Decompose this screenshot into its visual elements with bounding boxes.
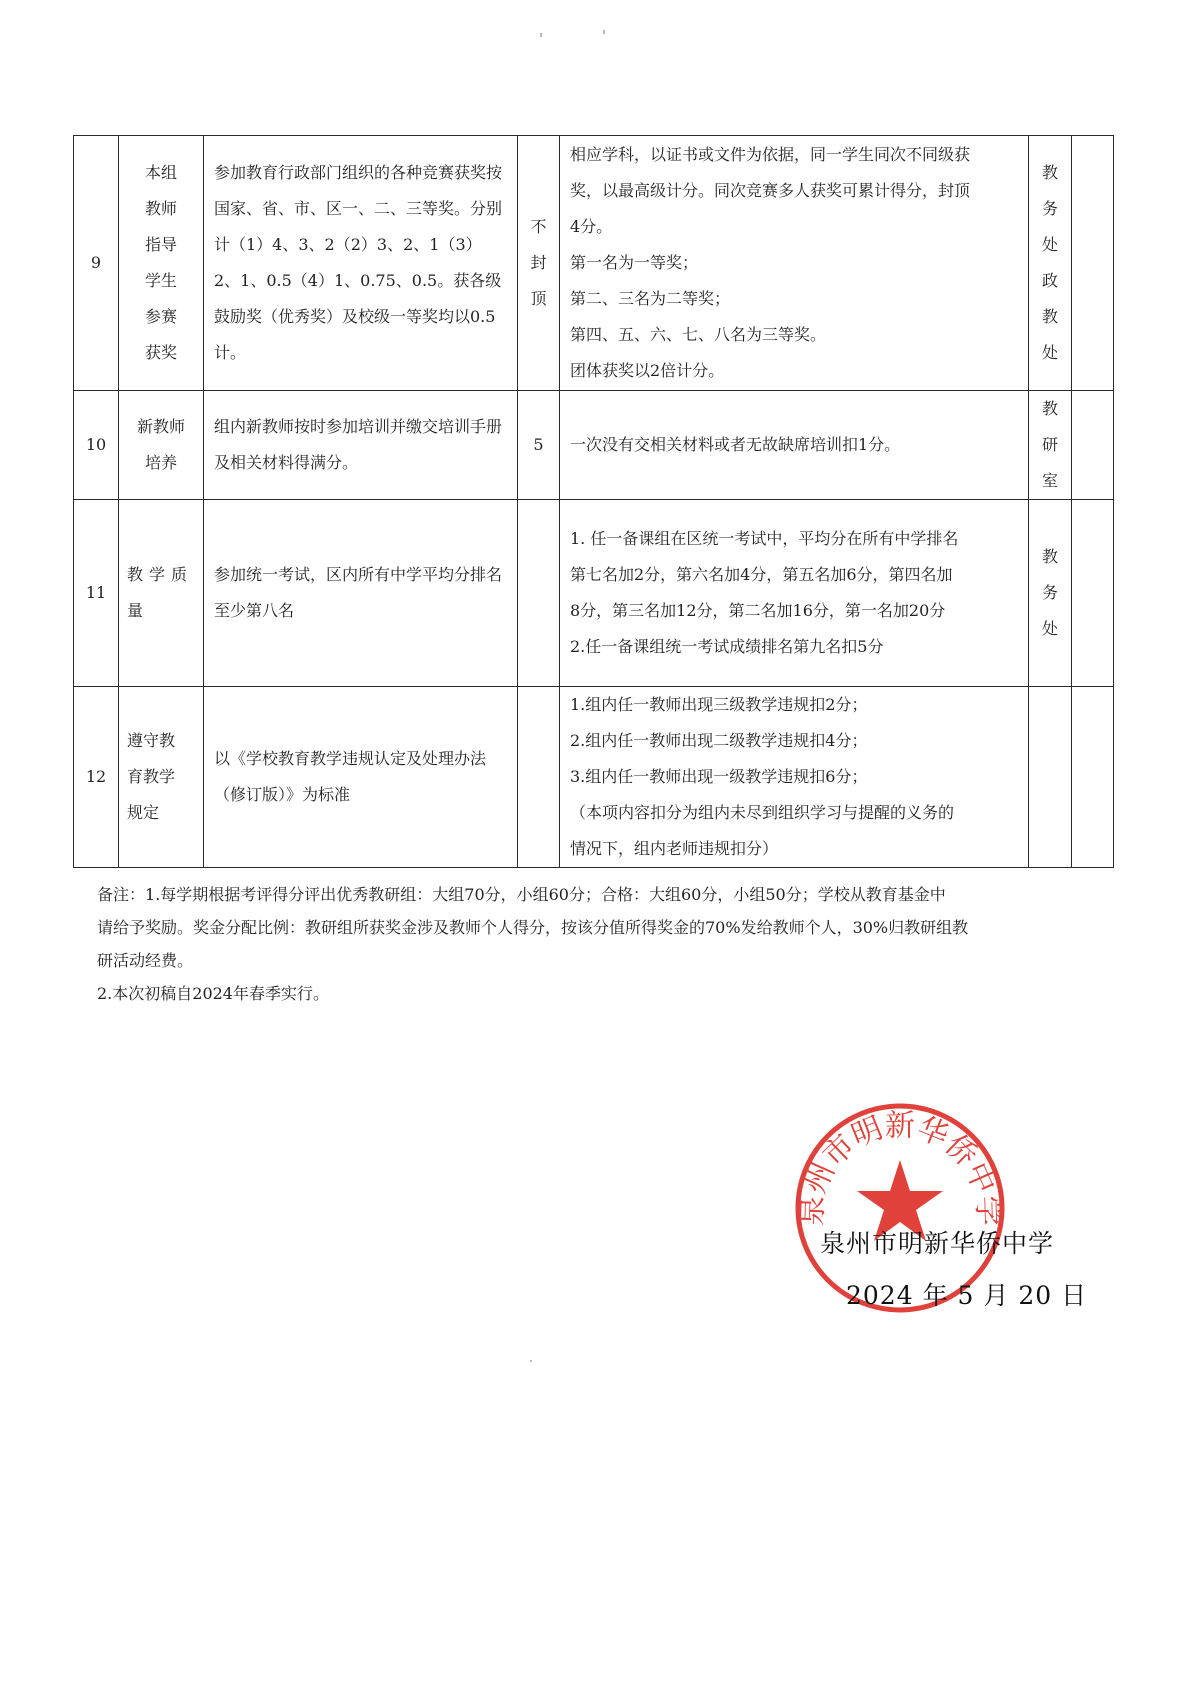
item-name-line: 教师 bbox=[144, 199, 177, 218]
responsible-department bbox=[1029, 687, 1072, 868]
rule-line: 团体获奖以2倍计分。 bbox=[570, 361, 725, 380]
rule-line: 奖，以最高级计分。同次竞赛多人获奖可累计得分，封顶 bbox=[570, 181, 971, 200]
note-line: 研活动经费。 bbox=[97, 951, 194, 970]
responsible-department bbox=[1029, 136, 1072, 391]
item-name-line: 指导 bbox=[144, 235, 177, 254]
responsible-department bbox=[1029, 500, 1072, 687]
blank-cell bbox=[1072, 500, 1114, 687]
table-row bbox=[74, 391, 1114, 500]
score-cell bbox=[518, 500, 560, 687]
item-number: 11 bbox=[74, 500, 119, 687]
scoring-table bbox=[73, 135, 1114, 868]
department-line: 教 bbox=[1041, 163, 1058, 182]
department-line: 处 bbox=[1041, 619, 1058, 638]
table-row bbox=[74, 136, 1114, 391]
score-cell bbox=[518, 391, 560, 500]
item-name-line: 本组 bbox=[144, 163, 177, 182]
department-line: 务 bbox=[1041, 583, 1058, 602]
signature-block bbox=[820, 1218, 1090, 1322]
rule-line: 第二、三名为二等奖； bbox=[570, 289, 731, 308]
rule-line: 第四、五、六、七、八名为三等奖。 bbox=[570, 325, 827, 344]
note-line: 备注：1.每学期根据考评得分评出优秀教研组：大组70分，小组60分；合格：大组60分，小组50分；学校从教育基金中 bbox=[97, 885, 946, 904]
note-line: 请给予奖励。奖金分配比例：教研组所获奖金涉及教师个人得分，按该分值所得奖金的70%发给教师个人，30%归教研组教 bbox=[97, 918, 969, 937]
table-row bbox=[74, 500, 1114, 687]
scan-speck bbox=[530, 1360, 532, 1362]
rule-line: 1.组内任一教师出现三级教学违规扣2分； bbox=[570, 695, 868, 714]
department-line: 处 bbox=[1041, 235, 1058, 254]
item-name-line: 遵守教 bbox=[127, 731, 176, 750]
score-line: 封 bbox=[530, 253, 547, 272]
table-row bbox=[74, 687, 1114, 868]
item-name-line: 教学质 bbox=[127, 565, 194, 584]
item-name bbox=[119, 136, 204, 391]
item-name-line: 参赛 bbox=[144, 307, 177, 326]
rule-line: （本项内容扣分为组内未尽到组织学习与提醒的义务的 bbox=[570, 803, 955, 822]
item-name-line: 学生 bbox=[144, 271, 177, 290]
rule-line: 3.组内任一教师出现一级教学违规扣6分； bbox=[570, 767, 868, 786]
score-cell bbox=[518, 687, 560, 868]
rule-line: 2.任一备课组统一考试成绩排名第九名扣5分 bbox=[570, 637, 884, 656]
item-name-line: 新教师 bbox=[136, 417, 185, 436]
standard-text: 参加统一考试，区内所有中学平均分排名至少第八名 bbox=[204, 500, 518, 687]
rule-line: 第一名为一等奖； bbox=[570, 253, 699, 272]
department-line: 务 bbox=[1041, 199, 1058, 218]
item-name bbox=[119, 391, 204, 500]
score-line: 5 bbox=[533, 435, 544, 454]
department-line: 处 bbox=[1041, 343, 1058, 362]
rule-line: 情况下，组内老师违规扣分） bbox=[570, 839, 779, 858]
blank-cell bbox=[1072, 391, 1114, 500]
department-line: 教 bbox=[1041, 547, 1058, 566]
responsible-department bbox=[1029, 391, 1072, 500]
rule-line: 4分。 bbox=[570, 217, 613, 236]
score-line: 顶 bbox=[530, 289, 547, 308]
scoring-rule bbox=[560, 136, 1029, 391]
item-name bbox=[119, 687, 204, 868]
item-number: 12 bbox=[74, 687, 119, 868]
rule-line: 第七名加2分，第六名加4分，第五名加6分，第四名加 bbox=[570, 565, 953, 584]
score-cell bbox=[518, 136, 560, 391]
note-line: 2.本次初稿自2024年春季实行。 bbox=[97, 984, 329, 1003]
item-name-line: 规定 bbox=[127, 803, 160, 822]
scan-speck bbox=[540, 33, 542, 37]
item-number: 9 bbox=[74, 136, 119, 391]
seal-text: 泉州市明新华侨中学 bbox=[794, 1108, 1006, 1227]
item-number: 10 bbox=[74, 391, 119, 500]
department-line: 教 bbox=[1041, 399, 1058, 418]
score-line: 不 bbox=[530, 217, 547, 236]
department-line: 室 bbox=[1041, 471, 1058, 490]
scan-speck bbox=[603, 30, 605, 34]
standard-text: 组内新教师按时参加培训并缴交培训手册及相关材料得满分。 bbox=[204, 391, 518, 500]
item-name-line: 量 bbox=[127, 601, 150, 620]
department-line: 研 bbox=[1041, 435, 1058, 454]
rule-line: 相应学科，以证书或文件为依据，同一学生同次不同级获 bbox=[570, 145, 971, 164]
rule-line: 一次没有交相关材料或者无故缺席培训扣1分。 bbox=[570, 435, 901, 454]
item-name-line: 培养 bbox=[144, 453, 177, 472]
standard-text: 以《学校教育教学违规认定及处理办法（修订版）》为标准 bbox=[204, 687, 518, 868]
rule-line: 8分，第三名加12分，第二名加16分，第一名加20分 bbox=[570, 601, 946, 620]
standard-text: 参加教育行政部门组织的各种竞赛获奖按国家、省、市、区一、二、三等奖。分别计（1）4、3、2（2）3、2、1（3）2、1、0.5（4）1、0.75、0.5。获各级鼓励奖（优秀奖）及校级一等奖均以0.5计。 bbox=[204, 136, 518, 391]
department-line: 政 bbox=[1041, 271, 1058, 290]
scoring-rule bbox=[560, 687, 1029, 868]
rule-line: 2.组内任一教师出现二级教学违规扣4分； bbox=[570, 731, 868, 750]
item-name bbox=[119, 500, 204, 687]
department-line: 教 bbox=[1041, 307, 1058, 326]
scoring-rule bbox=[560, 500, 1029, 687]
scoring-rule bbox=[560, 391, 1029, 500]
blank-cell bbox=[1072, 136, 1114, 391]
rule-line: 1. 任一备课组在区统一考试中，平均分在所有中学排名 bbox=[570, 529, 959, 548]
item-name-line: 获奖 bbox=[144, 343, 177, 362]
notes-section bbox=[97, 878, 1087, 1010]
signature-date: 2024 年 5 月 20 日 bbox=[846, 1281, 1088, 1310]
item-name-line: 育教学 bbox=[127, 767, 176, 786]
signature-school: 泉州市明新华侨中学 bbox=[820, 1229, 1055, 1258]
blank-cell bbox=[1072, 687, 1114, 868]
